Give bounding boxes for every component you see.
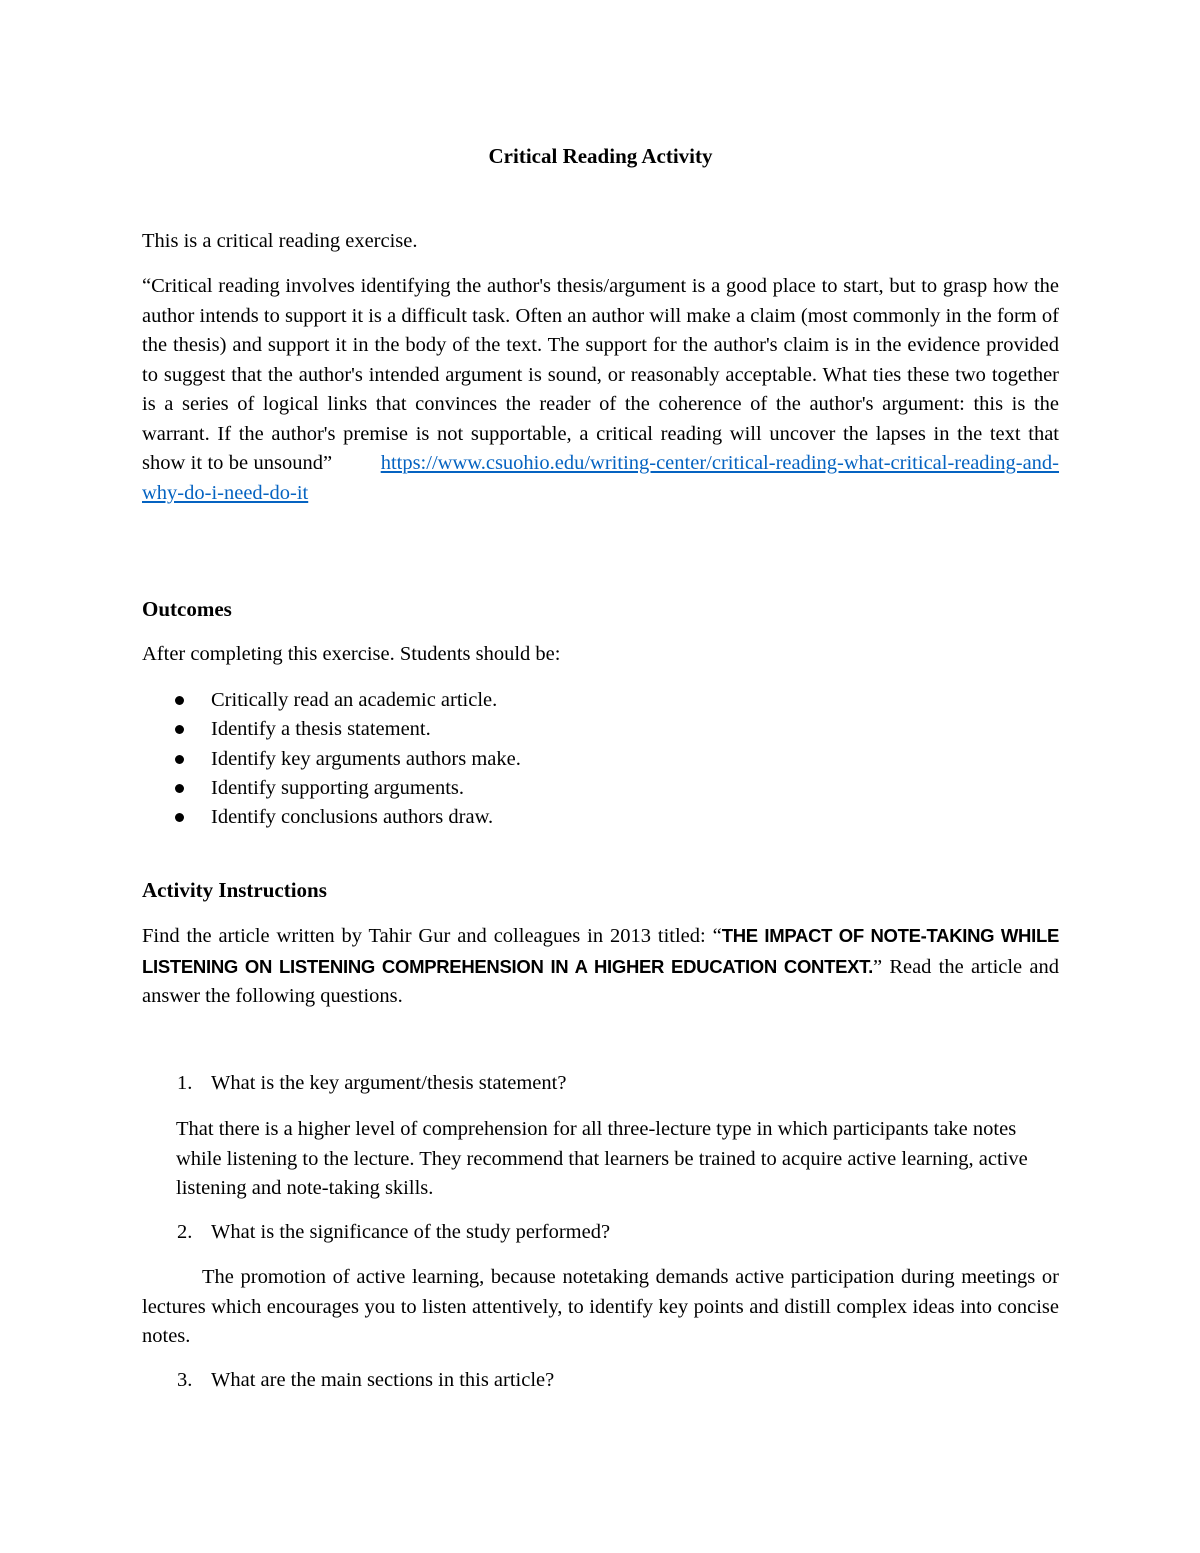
source-link[interactable]: https://www.csuohio.edu/writing-center/critical-reading-what-critical-reading-and-why-do-i-need-do-it: [142, 452, 1060, 504]
intro-text: This is a critical reading exercise.: [142, 230, 418, 252]
document-title: Critical Reading Activity: [488, 144, 713, 168]
outcomes-lead: After completing this exercise. Students should be:: [142, 643, 561, 665]
question-3: [142, 1366, 1059, 1396]
outcome-text: Identify key arguments authors make.: [211, 747, 521, 770]
question-number: 2.: [177, 1221, 193, 1243]
bullet-icon: [175, 755, 184, 764]
list-item: [142, 715, 1059, 744]
question-2: [142, 1218, 1059, 1248]
outcomes-list: [142, 686, 1059, 832]
question-number: 3.: [177, 1369, 193, 1391]
bullet-icon: [175, 784, 184, 793]
outcomes-heading: Outcomes: [142, 597, 232, 621]
instructions-heading: Activity Instructions: [142, 878, 327, 902]
bullet-icon: [175, 813, 184, 822]
list-item: [142, 803, 1059, 832]
question-1: [142, 1069, 1059, 1099]
bullet-icon: [175, 725, 184, 734]
outcome-text: Identify supporting arguments.: [211, 776, 464, 799]
answer-1: That there is a higher level of comprehension for all three-lecture type in which participants take notes while listening to the lecture. They recommend that learners be trained to acquire active learning, active listening and note-taking skills.: [176, 1118, 1028, 1199]
bullet-icon: [175, 696, 184, 705]
instructions-paragraph: [142, 921, 1059, 1012]
question-text: What are the main sections in this article?: [211, 1369, 555, 1391]
question-number: 1.: [177, 1072, 193, 1094]
outcome-text: Identify a thesis statement.: [211, 718, 431, 741]
list-item: [142, 745, 1059, 774]
article-title: THE IMPACT OF NOTE-TAKING WHILE LISTENING ON LISTENING COMPREHENSION IN A HIGHER EDUCATION CONTEXT.: [142, 925, 1059, 977]
outcome-text: Identify conclusions authors draw.: [211, 806, 494, 829]
question-text: What is the significance of the study performed?: [211, 1221, 611, 1243]
list-item: [142, 774, 1059, 803]
quote-text: “Critical reading involves identifying the author's thesis/argument is a good place to start, but to grasp how the author intends to support it is a difficult task. Often an author will make a claim (most commonly in the form of the thesis) and support it in the body of the text. The support for the author's claim is in the evidence provided to suggest that the author's intended argument is sound, or reasonably acceptable. What ties these two together is a series of logical links that convinces the reader of the coherence of the author's argument: this is the warrant. If the author's premise is not supportable, a critical reading will uncover the lapses in the text that show it to be unsound”: [142, 275, 1059, 474]
quote-paragraph: [142, 272, 1059, 508]
list-item: [142, 686, 1059, 715]
instructions-lead: Find the article written by Tahir Gur and colleagues in 2013 titled: “: [142, 925, 722, 947]
answer-2: The promotion of active learning, because notetaking demands active participation during meetings or lectures which encourages you to listen attentively, to identify key points and distill complex ideas into concise notes.: [142, 1266, 1059, 1347]
instructions-tail: ” Read the article and answer the following questions.: [142, 955, 1059, 1007]
question-text: What is the key argument/thesis statement?: [211, 1072, 567, 1094]
outcome-text: Critically read an academic article.: [211, 689, 498, 711]
